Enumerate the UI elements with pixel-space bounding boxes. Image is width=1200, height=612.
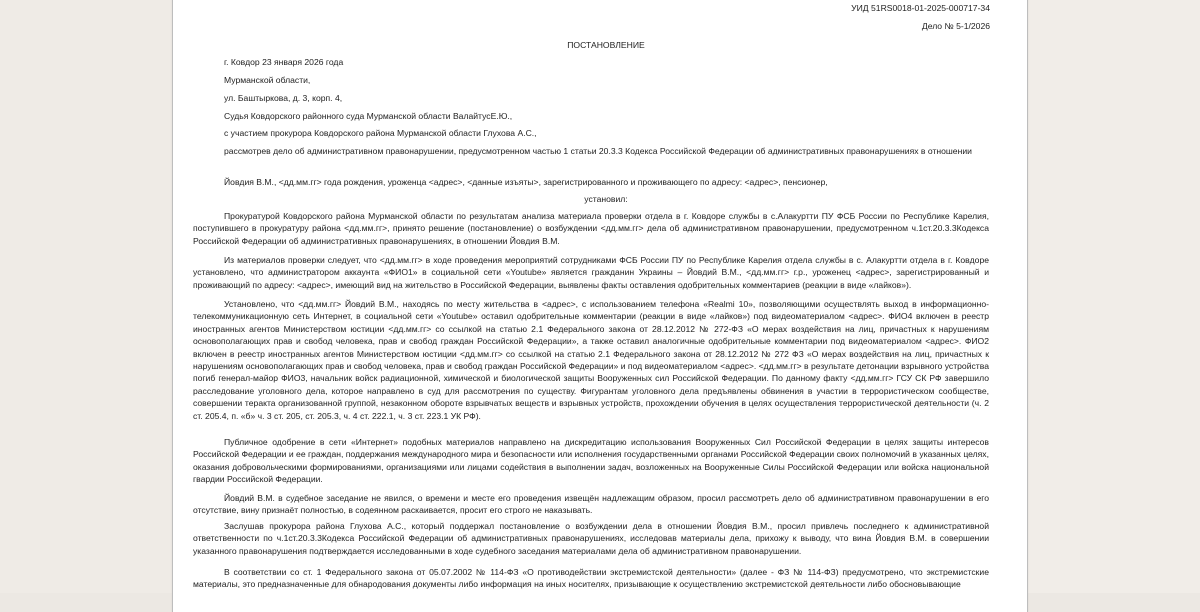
- paragraph-2: Из материалов проверки следует, что <дд.мм.гг> в ходе проведения мероприятий сотрудниками ФСБ России ПУ по Республике Карелия отдела службы в с. Алакуртти отдела в г. Ковдоре установлено, что администратором аккаунта «ФИО1» в социальной сети «Youtube» является гражданин Украины – Йовдий В.М., <дд.мм.гг> г.р., уроженец <адрес>, зарегистрированный и проживающий по адресу: <адрес>, имеющий вид на жительство в Российской Федерации, выявлены факты оставления одобрительных комментариев (реакции в виде «лайков»).: [193, 255, 989, 290]
- paragraph-6: Заслушав прокурора района Глухова А.С., который поддержал постановление о возбуждении дела в отношении Йовдия В.М., просил привлечь последнего к административной ответственности по ч.1ст.20.3.3Кодекса Российской Федерации об административных правонарушениях, исследовав материалы дела, прихожу к выводу, что вина Йовдия В.М. в совершении указанного правонарушения подтверждается исследованными в ходе судебного заседания материалами дела об административном правонарушении.: [193, 521, 989, 556]
- prosecutor-line: с участием прокурора Ковдорского района Мурманской области Глухова А.С.,: [224, 128, 537, 138]
- case-number: Дело № 5-1/2026: [921, 21, 990, 31]
- person-line: Йовдия В.М., <дд.мм.гг> года рождения, уроженца <адрес>, <данные изъяты>, зарегистрированного и проживающего по адресу: <адрес>, пенсионер,: [224, 177, 828, 187]
- document-title: ПОСТАНОВЛЕНИЕ: [567, 40, 645, 50]
- paragraph-4: Публичное одобрение в сети «Интернет» подобных материалов направлено на дискредитацию использования Вооруженных Сил Российской Федерации в целях защиты интересов Российской Федерации и ее граждан, поддержания международного мира и безопасности или исполнения государственными органами Российской Федерации своих полномочий в указанных целях, оказания добровольческими формированиями, организациями или лицами содействия в выполнении задач, возложенных на Вооруженные Силы Российской Федерации или войска национальной гвардии Российской Федерации.: [193, 437, 989, 485]
- uid-line: УИД 51RS0018-01-2025-000717-34: [851, 3, 990, 13]
- paragraph-5: Йовдий В.М. в судебное заседание не явился, о времени и месте его проведения извещён надлежащим образом, просил рассмотреть дело об административном правонарушении в его отсутствие, вину признаёт полностью, в содеянном раскаивается, просит его строго не наказывать.: [193, 493, 989, 516]
- paragraph-7: В соответствии со ст. 1 Федерального закона от 05.07.2002 № 114-ФЗ «О противодействии экстремистской деятельности» (далее - ФЗ № 114-ФЗ) предусмотрено, что экстремистские материалы, это предназначенные для обнародования документы либо информация на иных носителях, призывающие к осуществлению экстремистской деятельности либо обосновывающие: [193, 567, 989, 590]
- considered-paragraph: рассмотрев дело об административном правонарушении, предусмотренном частью 1 статьи 20.3.3 Кодекса Российской Федерации об административных правонарушениях в отношении: [224, 146, 972, 156]
- paragraph-1: Прокуратурой Ковдорского района Мурманской области по результатам анализа материала проверки отдела в г. Ковдоре службы в с.Алакуртти ПУ ФСБ России по Республике Карелия, поступившего в прокуратуру района <дд.мм.гг>, принято решение (постановление) о возбуждении <дд.мм.гг> дела об административном правонарушении, предусмотренном ч.1ст.20.3.3Кодекса Российской Федерации об административных правонарушениях, в отношении Йовдия В.М.: [193, 211, 989, 246]
- court-address: ул. Баштыркова, д. 3, корп. 4,: [224, 93, 343, 103]
- left-margin-background: [0, 0, 172, 593]
- right-margin-background: [1026, 0, 1200, 593]
- region: Мурманской области,: [224, 75, 311, 85]
- paragraph-3: Установлено, что <дд.мм.гг> Йовдий В.М., находясь по месту жительства в <адрес>, с использованием телефона «Realmi 10», позволяющими осуществлять выход в информационно-телекоммуникационную сеть Интернет, в социальной сети «Youtube» оставил одобрительные комментарии (реакции в виде «лайков») под видеоматериалом <адрес>. ФИО4 включен в реестр иностранных агентов Министерством юстиции <дд.мм.гг> со ссылкой на статью 2.1 Федерального закона от 28.12.2012 № 272-ФЗ «О мерах воздействия на лиц, причастных к нарушениям основополагающих прав и свобод человека, прав и свобод граждан Российской Федерации», а также оставил аналогичные одобрительные комментарии под видеоматериалом <адрес>. ФИО2 включен в реестр иностранных агентов Министерством юстиции <дд.мм.гг> со ссылкой на статью 2.1 Федерального закона от 28.12.2012 № 272 ФЗ «О мерах воздействия на лиц, причастных к нарушениям основополагающих прав и свобод человека, прав и свобод граждан Российской Федерации» и под видеоматериалом <адрес>. <дд.мм.гг> в результате детонации взрывного устройства погиб генерал-майор ФИО3, начальник войск радиационной, химической и биологической защиты Вооруженных сил Российской Федерации. По данному факту <дд.мм.гг> ГСУ СК РФ завершило расследование уголовного дела, которое направлено в суд для рассмотрения по существу. Фигурантам уголовного дела предъявлены обвинения в участии в террористическом сообществе, совершении теракта организованной группой, незаконном обороте взрывчатых веществ и взрывных устройств, прохождении обучения в целях осуществления террористической деятельности (ч. 2 ст. 205.4, п. «б» ч. 3 ст. 205, ст. 205.3, ч. 4 ст. 222.1, ч. 3 ст. 223.1 УК РФ).: [193, 299, 989, 421]
- judge-line: Судья Ковдорского районного суда Мурманской области ВалайтусЕ.Ю.,: [224, 111, 513, 121]
- established-heading: установил:: [584, 194, 628, 204]
- place-date: г. Ковдор 23 января 2026 года: [224, 57, 344, 67]
